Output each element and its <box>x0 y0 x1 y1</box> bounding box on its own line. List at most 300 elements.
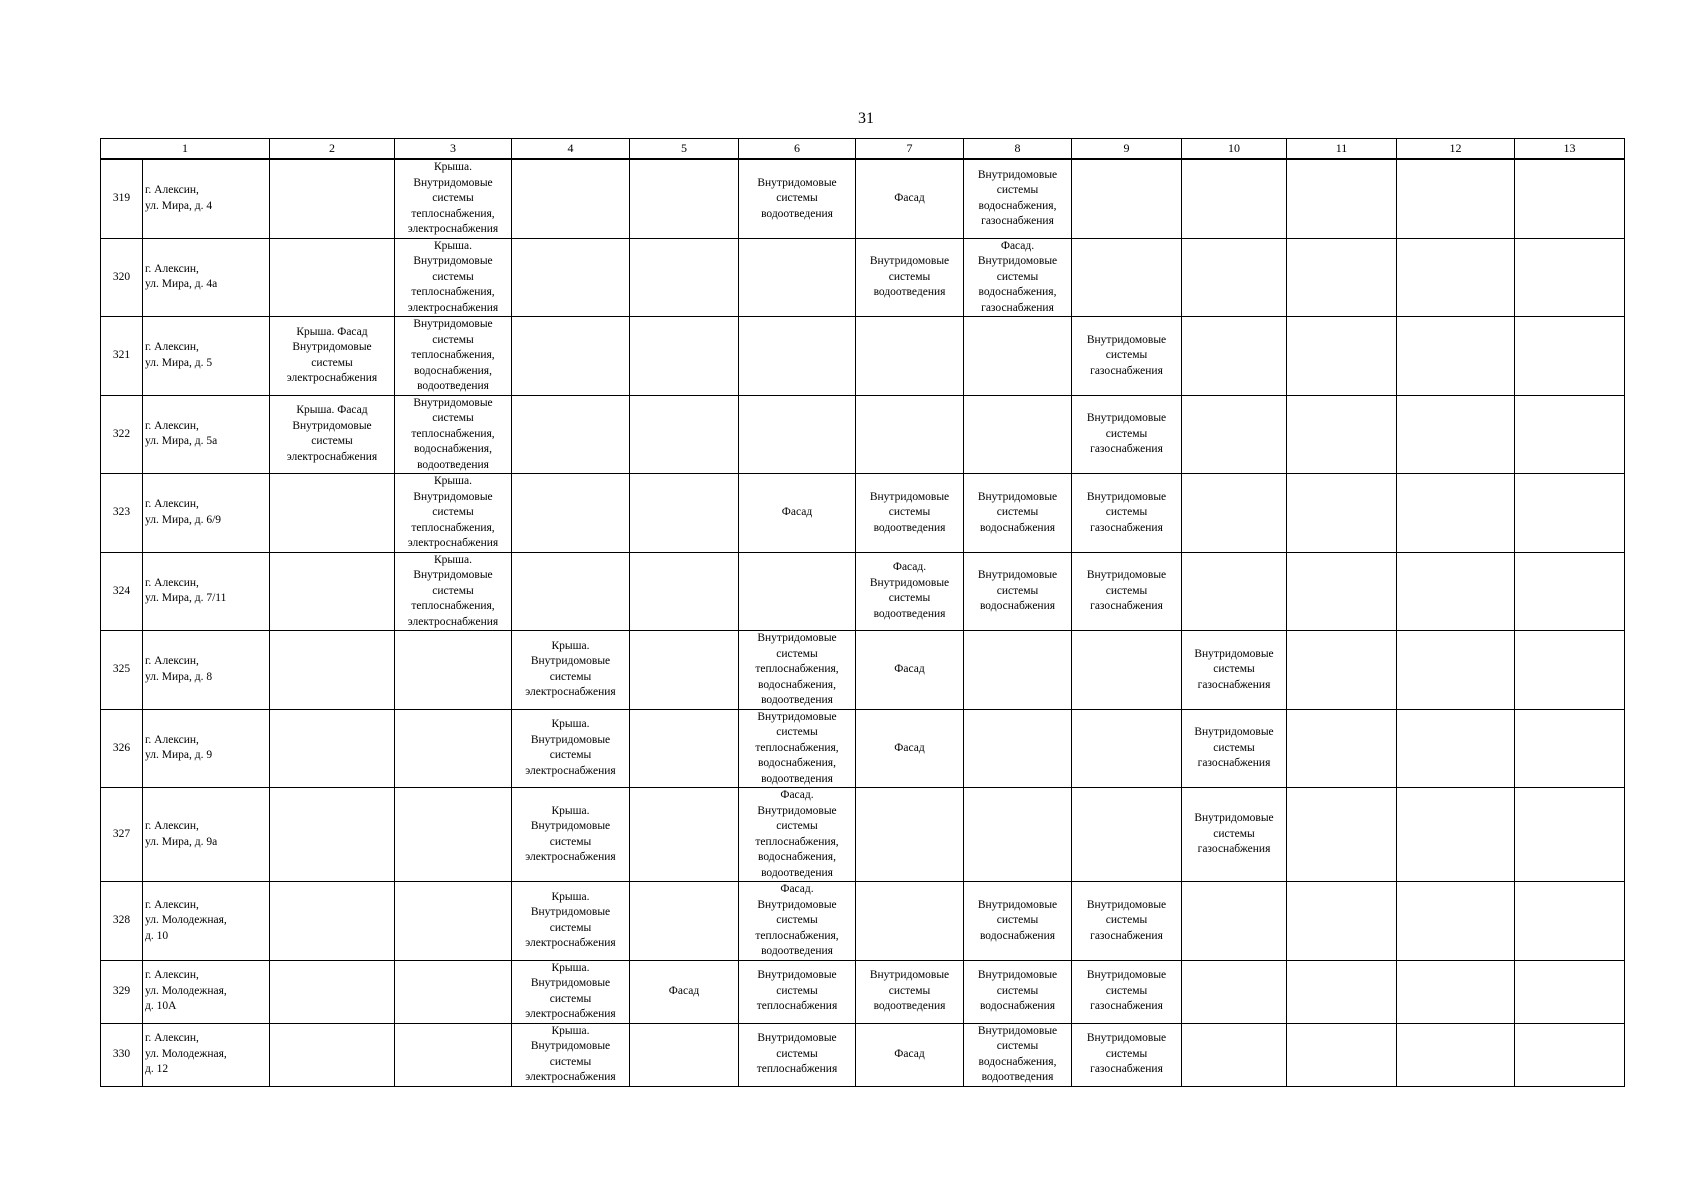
work-cell-13 <box>1515 1023 1625 1086</box>
address-line: г. Алексин, <box>145 898 199 911</box>
work-line: Внутридомовые <box>1086 333 1167 346</box>
work-cell-10 <box>1182 882 1287 961</box>
work-cell-8 <box>964 395 1072 474</box>
work-cell-13 <box>1515 474 1625 553</box>
work-cell-7 <box>856 317 964 396</box>
work-cell-8 <box>964 960 1072 1023</box>
work-cell-9 <box>1072 882 1182 961</box>
work-cell-4 <box>512 709 630 788</box>
work-cell-13 <box>1515 395 1625 474</box>
address-line: г. Алексин, <box>145 498 199 511</box>
work-cell-6 <box>739 159 856 238</box>
work-line: водоотведения <box>873 286 946 298</box>
col-header-10: 10 <box>1182 139 1287 160</box>
col-header-1: 1 <box>101 139 270 160</box>
work-cell-7 <box>856 474 964 553</box>
work-line: Внутридомовые <box>292 419 372 432</box>
work-line: системы <box>432 506 474 518</box>
work-cell-13 <box>1515 788 1625 882</box>
work-line: системы <box>888 984 931 997</box>
address-line: г. Алексин, <box>145 969 199 982</box>
work-line: Внутридомовые <box>413 490 493 503</box>
work-line: Внутридомовые <box>1086 412 1167 424</box>
work-cell-2 <box>270 395 395 474</box>
work-cell-13 <box>1515 709 1625 788</box>
address-line: ул. Молодежная, <box>145 914 227 926</box>
work-cell-5 <box>630 882 739 961</box>
address-cell <box>143 709 270 788</box>
work-line: системы <box>996 984 1039 997</box>
work-line: электроснабжения <box>525 1008 616 1020</box>
work-cell-4 <box>512 474 630 553</box>
work-cell-5 <box>630 474 739 553</box>
work-cell-6 <box>739 960 856 1023</box>
table-row <box>101 238 1625 317</box>
address-line: г. Алексин, <box>145 184 199 197</box>
work-cell-10 <box>1182 631 1287 710</box>
work-cell-8 <box>964 552 1072 631</box>
work-cell-7 <box>856 631 964 710</box>
work-line: водоотведения <box>873 607 946 620</box>
address-line: д. 10 <box>145 929 169 942</box>
work-cell-12 <box>1397 317 1515 396</box>
work-line: Внутридомовые <box>530 906 611 919</box>
work-cell-5 <box>630 1023 739 1086</box>
work-line: теплоснабжения, <box>755 741 839 754</box>
work-line: Внутридомовые <box>869 576 950 589</box>
work-line: системы <box>1213 827 1255 840</box>
work-cell-8 <box>964 1023 1072 1086</box>
row-number: 322 <box>101 395 143 474</box>
work-line: Внутридомовые <box>757 710 837 723</box>
work-cell-11 <box>1287 882 1397 961</box>
work-cell-10 <box>1182 395 1287 474</box>
work-cell-6 <box>739 552 856 631</box>
table-row <box>101 960 1625 1023</box>
work-cell-10 <box>1182 1023 1287 1086</box>
work-cell-12 <box>1397 159 1515 238</box>
work-cell-12 <box>1397 1023 1515 1086</box>
work-line: Внутридомовые <box>869 969 950 982</box>
address-line: д. 12 <box>145 1063 169 1076</box>
work-line: Внутридомовые <box>1086 898 1167 911</box>
col-header-2: 2 <box>270 139 395 160</box>
work-line: газоснабжения <box>981 301 1054 314</box>
address-line: ул. Мира, д. 5 <box>145 356 213 369</box>
work-cell-11 <box>1287 238 1397 317</box>
work-line: Внутридомовые <box>977 898 1058 911</box>
work-cell-11 <box>1287 159 1397 238</box>
work-line: газоснабжения <box>1090 929 1163 942</box>
work-line: системы <box>888 506 931 518</box>
work-cell-9 <box>1072 788 1182 882</box>
work-line: системы <box>776 1047 818 1060</box>
table-row <box>101 631 1625 710</box>
work-line: Внутридомовые <box>869 255 950 267</box>
work-line: газоснабжения <box>1090 1063 1163 1076</box>
table-row <box>101 709 1625 788</box>
row-number: 327 <box>101 788 143 882</box>
work-cell-5 <box>630 788 739 882</box>
work-line: Внутридомовые <box>977 969 1058 982</box>
address-line: ул. Мира, д. 4 <box>145 199 213 212</box>
work-line: Внутридомовые <box>413 255 493 267</box>
address-line: ул. Молодежная, <box>145 984 227 997</box>
work-cell-4 <box>512 960 630 1023</box>
work-line: Внутридомовые <box>530 1040 611 1052</box>
work-line: системы <box>776 192 818 204</box>
work-line: Крыша. <box>551 804 590 817</box>
work-line: Крыша. <box>551 961 590 974</box>
address-line: г. Алексин, <box>145 341 199 354</box>
work-line: Внутридомовые <box>1194 647 1274 660</box>
work-line: системы <box>311 435 353 448</box>
work-cell-2 <box>270 788 395 882</box>
address-line: г. Алексин, <box>145 576 199 589</box>
work-line: водоснабжения, <box>758 851 836 863</box>
address-line: ул. Мира, д. 9 <box>145 749 213 762</box>
work-cell-12 <box>1397 238 1515 317</box>
work-line: системы <box>996 1040 1039 1052</box>
work-line: Внутридомовые <box>869 490 950 503</box>
work-cell-7 <box>856 788 964 882</box>
table-row <box>101 788 1625 882</box>
work-line: теплоснабжения, <box>755 663 839 675</box>
work-cell-2 <box>270 159 395 238</box>
work-cell-10 <box>1182 552 1287 631</box>
work-line: Внутридомовые <box>757 804 837 817</box>
work-cell-11 <box>1287 788 1397 882</box>
work-line: Внутридомовые <box>1194 812 1274 825</box>
work-cell-12 <box>1397 960 1515 1023</box>
work-line: теплоснабжения, <box>411 600 495 612</box>
header-row <box>101 139 1625 160</box>
address-line: д. 10А <box>145 1000 177 1013</box>
col-header-3: 3 <box>395 139 512 160</box>
work-cell-2 <box>270 960 395 1023</box>
work-line: водоснабжения, <box>978 199 1057 212</box>
table-row <box>101 159 1625 238</box>
work-line: водоотведения <box>761 945 833 957</box>
col-header-11: 11 <box>1287 139 1397 160</box>
table-row <box>101 882 1625 961</box>
work-line: газоснабжения <box>1197 678 1271 691</box>
work-cell-7 <box>856 238 964 317</box>
address-line: ул. Мира, д. 5а <box>145 435 218 448</box>
row-number: 325 <box>101 631 143 710</box>
work-line: электроснабжения <box>407 223 499 235</box>
work-cell-13 <box>1515 882 1625 961</box>
row-number: 319 <box>101 159 143 238</box>
work-cell-7 <box>856 1023 964 1086</box>
work-cell-3 <box>395 788 512 882</box>
work-line: Крыша. Фасад <box>296 404 368 417</box>
work-line: Крыша. <box>434 475 472 487</box>
work-line: Крыша. <box>551 1024 590 1037</box>
row-number: 324 <box>101 552 143 631</box>
work-cell-2 <box>270 1023 395 1086</box>
work-line: Внутридомовые <box>413 176 493 189</box>
work-line: системы <box>1105 506 1148 518</box>
work-line: электроснабжения <box>407 615 499 628</box>
work-cell-8 <box>964 238 1072 317</box>
work-line: Внутридомовые <box>757 632 837 644</box>
address-cell <box>143 474 270 553</box>
work-line: системы <box>432 270 474 283</box>
row-number: 320 <box>101 238 143 317</box>
work-cell-6 <box>739 317 856 396</box>
work-line: электроснабжения <box>286 450 378 463</box>
address-line: г. Алексин, <box>145 262 199 275</box>
work-cell-7 <box>856 960 964 1023</box>
work-cell-4 <box>512 238 630 317</box>
work-line: системы <box>432 584 474 597</box>
work-line: системы <box>996 270 1039 283</box>
work-cell-5 <box>630 631 739 710</box>
work-line: Внутридомовые <box>530 820 611 832</box>
work-line: электроснабжения <box>525 851 616 863</box>
work-cell-6 <box>739 474 856 553</box>
work-cell-3 <box>395 159 512 238</box>
row-number: 329 <box>101 960 143 1023</box>
work-cell-13 <box>1515 159 1625 238</box>
work-cell-9 <box>1072 631 1182 710</box>
address-cell <box>143 788 270 882</box>
work-line: Фасад. <box>892 561 927 574</box>
work-line: водоснабжения, <box>758 678 836 691</box>
work-cell-10 <box>1182 709 1287 788</box>
work-line: Внутридомовые <box>530 977 611 989</box>
work-line: Фасад <box>894 192 925 204</box>
work-cell-4 <box>512 788 630 882</box>
work-line: Внутридомовые <box>1086 969 1167 982</box>
work-cell-11 <box>1287 960 1397 1023</box>
work-line: Фасад <box>781 506 813 518</box>
col-header-7: 7 <box>856 139 964 160</box>
work-cell-2 <box>270 882 395 961</box>
col-header-4: 4 <box>512 139 630 160</box>
col-header-12: 12 <box>1397 139 1515 160</box>
address-cell <box>143 552 270 631</box>
row-number: 328 <box>101 882 143 961</box>
work-cell-13 <box>1515 552 1625 631</box>
work-cell-12 <box>1397 709 1515 788</box>
work-line: водоснабжения, <box>758 757 836 769</box>
work-cell-2 <box>270 474 395 553</box>
work-cell-6 <box>739 709 856 788</box>
work-cell-12 <box>1397 395 1515 474</box>
work-cell-11 <box>1287 474 1397 553</box>
work-line: системы <box>549 835 592 848</box>
work-line: системы <box>549 1055 592 1068</box>
work-line: Фасад. <box>780 883 814 895</box>
work-line: системы <box>996 184 1039 197</box>
work-line: Фасад <box>894 663 925 675</box>
work-line: системы <box>776 820 818 832</box>
work-line: системы <box>1105 1047 1148 1060</box>
work-line: системы <box>776 984 818 997</box>
address-line: ул. Мира, д. 9а <box>145 835 218 848</box>
work-line: Внутридомовые <box>977 1024 1058 1037</box>
work-line: водоснабжения, <box>414 364 492 377</box>
work-line: системы <box>311 356 353 369</box>
work-line: водоотведения <box>761 866 833 879</box>
work-line: Внутридомовые <box>757 176 837 189</box>
work-cell-13 <box>1515 317 1625 396</box>
work-line: Фасад <box>894 1047 925 1060</box>
work-cell-5 <box>630 552 739 631</box>
address-line: ул. Мира, д. 6/9 <box>145 513 222 526</box>
address-cell <box>143 631 270 710</box>
work-cell-9 <box>1072 552 1182 631</box>
address-line: г. Алексин, <box>145 1032 199 1045</box>
work-line: системы <box>996 584 1039 597</box>
work-line: Фасад <box>668 984 700 997</box>
work-line: теплоснабжения, <box>411 427 495 440</box>
work-line: теплоснабжения <box>756 1000 838 1013</box>
row-number: 321 <box>101 317 143 396</box>
col-header-5: 5 <box>630 139 739 160</box>
work-cell-5 <box>630 709 739 788</box>
work-cell-11 <box>1287 631 1397 710</box>
work-cell-3 <box>395 631 512 710</box>
work-line: Внутридомовые <box>530 655 611 668</box>
row-number: 330 <box>101 1023 143 1086</box>
col-header-6: 6 <box>739 139 856 160</box>
work-line: электроснабжения <box>407 301 499 314</box>
work-cell-2 <box>270 552 395 631</box>
work-line: газоснабжения <box>1090 1000 1163 1013</box>
work-cell-5 <box>630 159 739 238</box>
work-cell-2 <box>270 238 395 317</box>
work-cell-10 <box>1182 238 1287 317</box>
work-cell-3 <box>395 474 512 553</box>
address-cell <box>143 1023 270 1086</box>
work-cell-4 <box>512 552 630 631</box>
work-cell-6 <box>739 631 856 710</box>
work-line: Внутридомовые <box>530 733 611 746</box>
address-cell <box>143 159 270 238</box>
work-line: водоснабжения <box>979 1000 1056 1013</box>
work-line: теплоснабжения, <box>411 286 495 298</box>
work-line: газоснабжения <box>1090 364 1163 377</box>
work-line: электроснабжения <box>525 937 616 950</box>
work-line: газоснабжения <box>1090 443 1163 455</box>
table-row <box>101 395 1625 474</box>
work-cell-13 <box>1515 631 1625 710</box>
work-cell-11 <box>1287 1023 1397 1086</box>
table-row <box>101 552 1625 631</box>
work-line: газоснабжения <box>1197 757 1271 769</box>
work-cell-4 <box>512 395 630 474</box>
work-line: теплоснабжения, <box>411 349 495 361</box>
work-cell-3 <box>395 882 512 961</box>
work-cell-10 <box>1182 159 1287 238</box>
work-cell-6 <box>739 882 856 961</box>
work-line: Внутридомовые <box>757 1032 837 1045</box>
table-row <box>101 317 1625 396</box>
table-row <box>101 1023 1625 1086</box>
work-cell-8 <box>964 882 1072 961</box>
schedule-table <box>100 138 1625 1087</box>
work-cell-5 <box>630 238 739 317</box>
work-cell-10 <box>1182 788 1287 882</box>
work-line: теплоснабжения, <box>755 929 839 942</box>
address-line: ул. Молодежная, <box>145 1047 227 1060</box>
address-line: г. Алексин, <box>145 655 199 668</box>
work-line: Внутридомовые <box>977 569 1058 581</box>
work-line: системы <box>549 749 592 762</box>
work-line: Внутридомовые <box>292 341 372 354</box>
address-line: ул. Мира, д. 4а <box>145 278 218 291</box>
work-line: электроснабжения <box>286 372 378 385</box>
work-line: газоснабжения <box>1197 843 1271 856</box>
work-line: водоотведения <box>761 772 833 785</box>
work-line: Внутридомовые <box>1086 1032 1167 1045</box>
address-line: ул. Мира, д. 8 <box>145 670 213 683</box>
work-cell-4 <box>512 1023 630 1086</box>
work-cell-2 <box>270 631 395 710</box>
work-line: системы <box>776 914 818 926</box>
work-cell-3 <box>395 317 512 396</box>
work-line: системы <box>432 333 474 346</box>
work-line: Внутридомовые <box>1086 569 1167 581</box>
work-cell-7 <box>856 882 964 961</box>
work-cell-7 <box>856 395 964 474</box>
work-cell-2 <box>270 709 395 788</box>
work-cell-6 <box>739 395 856 474</box>
work-cell-5 <box>630 395 739 474</box>
address-line: г. Алексин, <box>145 419 199 432</box>
work-cell-3 <box>395 238 512 317</box>
work-cell-8 <box>964 317 1072 396</box>
work-line: системы <box>1213 663 1255 675</box>
work-line: Фасад. <box>780 789 814 801</box>
work-cell-4 <box>512 631 630 710</box>
work-cell-6 <box>739 788 856 882</box>
work-line: газоснабжения <box>981 215 1054 228</box>
work-cell-6 <box>739 238 856 317</box>
work-line: Внутридомовые <box>977 168 1058 181</box>
work-line: системы <box>432 412 474 424</box>
work-line: системы <box>1105 427 1148 440</box>
address-cell <box>143 395 270 474</box>
work-cell-3 <box>395 395 512 474</box>
col-header-8: 8 <box>964 139 1072 160</box>
work-line: теплоснабжения, <box>755 835 839 848</box>
work-line: электроснабжения <box>407 537 499 549</box>
work-line: системы <box>1213 741 1255 754</box>
work-cell-10 <box>1182 317 1287 396</box>
work-cell-8 <box>964 631 1072 710</box>
address-line: ул. Мира, д. 7/11 <box>145 592 227 605</box>
work-line: теплоснабжения, <box>411 207 495 220</box>
work-cell-3 <box>395 1023 512 1086</box>
work-line: Крыша. <box>434 161 472 173</box>
work-cell-9 <box>1072 159 1182 238</box>
work-cell-12 <box>1397 788 1515 882</box>
col-header-13: 13 <box>1515 139 1625 160</box>
work-line: системы <box>1105 349 1148 361</box>
address-line: г. Алексин, <box>145 820 199 832</box>
address-cell <box>143 317 270 396</box>
work-cell-9 <box>1072 317 1182 396</box>
work-line: электроснабжения <box>525 764 616 777</box>
work-line: водоотведения <box>761 207 833 220</box>
work-line: водоснабжения, <box>414 443 492 455</box>
work-cell-5 <box>630 317 739 396</box>
address-line: г. Алексин, <box>145 733 199 746</box>
